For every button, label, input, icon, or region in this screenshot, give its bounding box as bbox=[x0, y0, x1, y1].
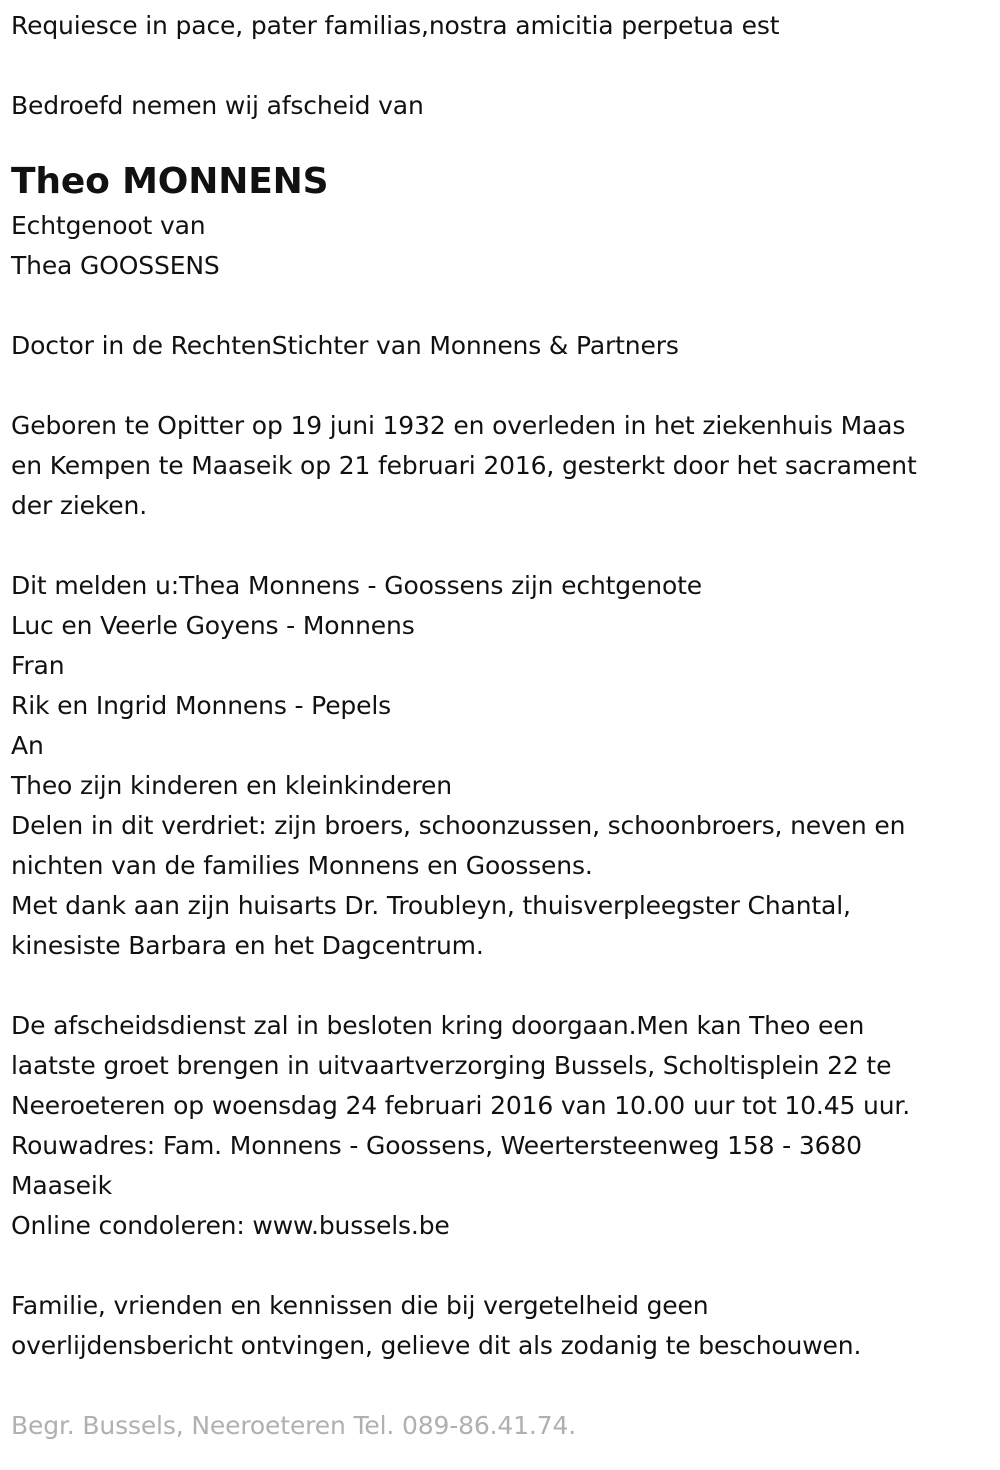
announcement: Bedroefd nemen wij afscheid van bbox=[11, 91, 424, 120]
deceased-title: Doctor in de RechtenStichter van Monnens & Partners bbox=[11, 331, 679, 360]
paragraph-line: laatste groet brengen in uitvaartverzorging Bussels, Scholtisplein 22 te bbox=[11, 1051, 892, 1080]
paragraph-line: en Kempen te Maaseik op 21 februari 2016, gesterkt door het sacrament bbox=[11, 451, 917, 480]
paragraph-line: Theo zijn kinderen en kleinkinderen bbox=[11, 771, 452, 800]
paragraph-line: Neeroeteren op woensdag 24 februari 2016 van 10.00 uur tot 10.45 uur. bbox=[11, 1091, 911, 1120]
spacer bbox=[11, 286, 991, 326]
paragraph-line: Delen in dit verdriet: zijn broers, schoonzussen, schoonbroers, neven en bbox=[11, 811, 906, 840]
paragraph-line: Familie, vrienden en kennissen die bij vergetelheid geen bbox=[11, 1291, 709, 1320]
paragraph-line: kinesiste Barbara en het Dagcentrum. bbox=[11, 931, 484, 960]
spacer bbox=[11, 1366, 991, 1406]
spacer bbox=[11, 1246, 991, 1286]
paragraph-line: Luc en Veerle Goyens - Monnens bbox=[11, 611, 415, 640]
obituary-document bbox=[11, 6, 991, 1446]
service-paragraph bbox=[11, 1006, 991, 1246]
birth-death-paragraph bbox=[11, 406, 991, 526]
paragraph-line: nichten van de families Monnens en Goossens. bbox=[11, 851, 593, 880]
spouse-label: Echtgenoot van bbox=[11, 211, 206, 240]
spacer bbox=[11, 366, 991, 406]
paragraph-line: Geboren te Opitter op 19 juni 1932 en overleden in het ziekenhuis Maas bbox=[11, 411, 906, 440]
paragraph-line: Rouwadres: Fam. Monnens - Goossens, Weertersteenweg 158 - 3680 bbox=[11, 1131, 862, 1160]
paragraph-line: Online condoleren: www.bussels.be bbox=[11, 1211, 450, 1240]
paragraph-line: Met dank aan zijn huisarts Dr. Troubleyn, thuisverpleegster Chantal, bbox=[11, 891, 851, 920]
notice-paragraph bbox=[11, 1286, 991, 1366]
paragraph-line: Rik en Ingrid Monnens - Pepels bbox=[11, 691, 392, 720]
paragraph-line: Fran bbox=[11, 651, 65, 680]
spacer bbox=[11, 46, 991, 86]
undertaker-footer: Begr. Bussels, Neeroeteren Tel. 089-86.41.74. bbox=[11, 1411, 577, 1440]
spacer bbox=[11, 126, 991, 158]
spacer bbox=[11, 526, 991, 566]
paragraph-line: An bbox=[11, 731, 44, 760]
motto: Requiesce in pace, pater familias,nostra amicitia perpetua est bbox=[11, 11, 780, 40]
paragraph-line: Dit melden u:Thea Monnens - Goossens zijn echtgenote bbox=[11, 571, 702, 600]
paragraph-line: der zieken. bbox=[11, 491, 148, 520]
paragraph-line: De afscheidsdienst zal in besloten kring doorgaan.Men kan Theo een bbox=[11, 1011, 865, 1040]
spouse-name: Thea GOOSSENS bbox=[11, 251, 220, 280]
paragraph-line: Maaseik bbox=[11, 1171, 112, 1200]
paragraph-line: overlijdensbericht ontvingen, gelieve dit als zodanig te beschouwen. bbox=[11, 1331, 862, 1360]
deceased-name: Theo MONNENS bbox=[11, 161, 329, 202]
spacer bbox=[11, 966, 991, 1006]
family-paragraph bbox=[11, 566, 991, 966]
